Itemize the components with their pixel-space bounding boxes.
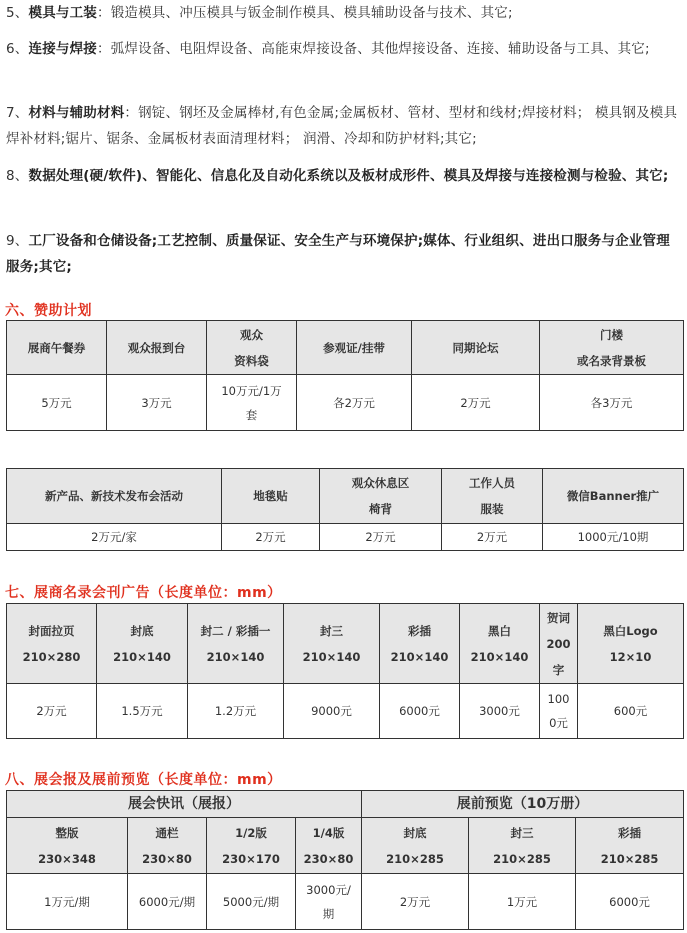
header-cell-text: 封二 / 彩插一 — [200, 623, 271, 638]
category-item — [6, 36, 682, 62]
value-cell-text: 3000元 — [479, 704, 520, 718]
table-row — [7, 684, 684, 739]
value-cell-text: 2万元 — [255, 530, 286, 544]
header-cell — [7, 321, 107, 375]
header-cell — [362, 818, 469, 874]
value-cell — [7, 375, 107, 431]
value-cell-text: 2万元/家 — [91, 530, 137, 544]
header-cell-text: 210×140 — [206, 649, 265, 664]
item-title: 连接与焊接 — [28, 41, 97, 57]
table-row — [7, 791, 684, 818]
item-title: 模具与工装 — [28, 5, 97, 21]
value-cell — [576, 874, 684, 930]
group-header-cell-text: 展前预览（10万册） — [456, 796, 589, 812]
value-cell-text: 6000元/期 — [138, 894, 196, 909]
value-cell-text: 1.2万元 — [214, 704, 257, 718]
header-cell-text: 门楼 — [600, 327, 623, 342]
header-cell — [380, 604, 460, 684]
group-header-cell-text: 展会快讯（展报） — [128, 796, 240, 812]
header-cell-text: 200 — [546, 636, 571, 651]
value-cell — [578, 684, 684, 739]
header-cell-text: 1/4版 — [312, 825, 345, 840]
value-cell — [284, 684, 380, 739]
value-cell — [412, 375, 540, 431]
value-cell-text: 5万元 — [41, 395, 72, 410]
group-header-cell — [362, 791, 684, 818]
value-cell-text: 0元 — [549, 716, 568, 730]
value-cell-text: 6000元 — [399, 704, 440, 718]
value-cell-text: 3000元/ — [306, 882, 351, 897]
value-cell — [442, 524, 543, 551]
header-cell-text: 230×170 — [222, 851, 280, 866]
item-separator: ： — [97, 5, 111, 21]
value-cell — [297, 375, 412, 431]
value-cell-text: 10万元/1万 — [221, 383, 282, 398]
value-cell — [543, 524, 684, 551]
header-cell — [442, 469, 543, 524]
header-cell-text: 资料袋 — [234, 353, 269, 368]
header-cell-text: 服装 — [480, 502, 504, 516]
value-cell-text: 2万元 — [365, 530, 396, 544]
header-cell-text: 彩插 — [618, 825, 642, 840]
header-cell-text: 微信Banner推广 — [566, 489, 660, 503]
item-separator: ： — [97, 41, 111, 57]
table-row — [7, 874, 684, 930]
item-text: 弧焊设备、电阻焊设备、高能束焊接设备、其他焊接设备、连接、辅助设备与工具、其它; — [110, 41, 650, 57]
header-cell — [576, 818, 684, 874]
item-text: 钢锭、钢坯及金属棒材,有色金属;金属板材、管材、型材和线材;焊接材料； 模具钢及模具焊补材料;锯片、锯条、金属板材表面清理材料； 润滑、冷却和防护材料;其它; — [6, 105, 678, 147]
header-cell — [320, 469, 442, 524]
group-header-cell — [7, 791, 362, 818]
value-cell — [540, 684, 578, 739]
header-cell — [412, 321, 540, 375]
header-cell-text: 椅背 — [369, 502, 392, 516]
value-cell-text: 100 — [547, 692, 570, 706]
value-cell-text: 1000元/10期 — [577, 530, 649, 544]
value-cell — [107, 375, 207, 431]
value-cell — [128, 874, 207, 930]
item-number: 7、 — [6, 105, 29, 121]
item-number: 8、 — [6, 168, 29, 184]
value-cell — [320, 524, 442, 551]
header-cell — [128, 818, 207, 874]
value-cell — [188, 684, 284, 739]
value-cell — [469, 874, 576, 930]
value-cell — [207, 375, 297, 431]
header-cell-text: 黑白Logo — [603, 623, 658, 638]
value-cell — [380, 684, 460, 739]
value-cell — [460, 684, 540, 739]
header-cell-text: 字 — [552, 662, 565, 677]
header-cell-text: 210×285 — [600, 851, 659, 866]
header-cell-text: 展商午餐券 — [27, 340, 86, 355]
header-cell-text: 210×140 — [390, 649, 449, 664]
table-row — [7, 524, 684, 551]
table-row — [7, 321, 684, 375]
header-cell-text: 观众 — [240, 327, 263, 342]
value-cell-text: 1万元 — [506, 894, 538, 909]
header-cell — [578, 604, 684, 684]
header-cell-text: 12×10 — [609, 649, 652, 664]
header-cell-text: 通栏 — [155, 825, 179, 840]
value-cell — [362, 874, 469, 930]
header-cell — [460, 604, 540, 684]
value-cell — [7, 874, 128, 930]
header-cell — [222, 469, 320, 524]
header-cell — [107, 321, 207, 375]
header-cell-text: 230×80 — [303, 851, 354, 866]
header-cell-text: 210×140 — [302, 649, 361, 664]
table-row — [7, 604, 684, 684]
section-6-title: 六、赞助计划 — [5, 303, 92, 319]
table-row — [7, 469, 684, 524]
header-cell — [97, 604, 188, 684]
header-cell-text: 封三 — [320, 623, 343, 638]
header-cell — [7, 604, 97, 684]
header-cell-text: 参观证/挂带 — [323, 340, 385, 355]
header-cell-text: 贺词 — [547, 610, 570, 625]
table-row — [7, 375, 684, 431]
header-cell — [297, 321, 412, 375]
item-number: 5、 — [6, 5, 29, 21]
catalog-ad-table — [6, 603, 684, 739]
header-cell-text: 彩插 — [408, 623, 431, 638]
header-cell-text: 210×140 — [113, 649, 171, 664]
category-item — [6, 228, 682, 280]
header-cell — [188, 604, 284, 684]
value-cell-text: 1万元/期 — [44, 894, 90, 909]
item-number: 6、 — [6, 41, 29, 57]
header-cell — [540, 604, 578, 684]
item-title: 工厂设备和仓储设备;工艺控制、质量保证、安全生产与环境保护;媒体、行业组织、进出口服务与企业管理服务;其它; — [6, 233, 670, 275]
value-cell-text: 各2万元 — [333, 395, 375, 410]
header-cell-text: 观众报到台 — [127, 340, 186, 355]
header-cell-text: 210×140 — [470, 649, 529, 664]
header-cell-text: 210×280 — [22, 649, 81, 664]
show-daily-table — [6, 790, 684, 930]
category-item — [6, 0, 682, 26]
value-cell-text: 2万元 — [460, 395, 491, 410]
header-cell — [296, 818, 362, 874]
value-cell — [207, 874, 296, 930]
header-cell — [207, 818, 296, 874]
header-cell — [207, 321, 297, 375]
header-cell-text: 210×285 — [386, 851, 444, 866]
section-7-title: 七、展商名录会刊广告（长度单位：mm） — [5, 585, 282, 601]
item-title: 材料与辅助材料 — [28, 105, 125, 121]
value-cell-text: 1.5万元 — [121, 704, 163, 718]
header-cell-text: 工作人员 — [469, 476, 515, 490]
item-separator: ： — [124, 105, 139, 121]
value-cell — [540, 375, 684, 431]
header-cell — [543, 469, 684, 524]
value-cell-text: 9000元 — [311, 704, 352, 718]
table-row — [7, 818, 684, 874]
value-cell — [97, 684, 188, 739]
value-cell-text: 2万元 — [476, 530, 508, 544]
header-cell-text: 封三 — [510, 825, 534, 840]
sponsor-table-1 — [6, 320, 684, 431]
item-text: 锻造模具、冲压模具与钣金制作模具、模具辅助设备与技术、其它; — [110, 5, 513, 21]
item-title: 数据处理(硬/软件)、智能化、信息化及自动化系统以及板材成形件、模具及焊接与连接检测与检验、其它; — [28, 168, 669, 184]
item-number: 9、 — [6, 233, 29, 249]
header-cell-text: 整版 — [55, 825, 79, 840]
header-cell — [7, 469, 222, 524]
value-cell — [222, 524, 320, 551]
header-cell — [469, 818, 576, 874]
header-cell-text: 封面拉页 — [28, 623, 75, 638]
header-cell-text: 封底 — [403, 825, 427, 840]
value-cell-text: 期 — [322, 906, 335, 921]
section-8-title: 八、展会报及展前预览（长度单位：mm） — [5, 772, 282, 788]
header-cell-text: 封底 — [130, 623, 154, 638]
header-cell-text: 新产品、新技术发布会活动 — [45, 489, 183, 503]
value-cell-text: 2万元 — [399, 894, 431, 909]
header-cell-text: 黑白 — [488, 623, 511, 638]
value-cell-text: 5000元/期 — [222, 894, 280, 909]
value-cell-text: 2万元 — [36, 704, 67, 718]
header-cell-text: 同期论坛 — [452, 340, 499, 355]
header-cell-text: 230×80 — [142, 851, 192, 866]
value-cell — [7, 684, 97, 739]
header-cell — [7, 818, 128, 874]
value-cell-text: 3万元 — [141, 395, 172, 410]
header-cell-text: 观众休息区 — [351, 476, 410, 490]
header-cell-text: 或名录背景板 — [577, 353, 646, 368]
category-item — [6, 100, 682, 152]
header-cell — [284, 604, 380, 684]
value-cell — [7, 524, 222, 551]
header-cell-text: 230×348 — [38, 851, 96, 866]
header-cell-text: 210×285 — [493, 851, 551, 866]
category-item — [6, 163, 682, 189]
value-cell-text: 600元 — [613, 704, 648, 718]
value-cell — [296, 874, 362, 930]
header-cell-text: 地毯贴 — [253, 489, 288, 503]
sponsor-table-2 — [6, 468, 684, 551]
value-cell-text: 6000元 — [609, 894, 650, 909]
header-cell-text: 1/2版 — [235, 825, 267, 840]
value-cell-text: 套 — [245, 407, 258, 422]
header-cell — [540, 321, 684, 375]
value-cell-text: 各3万元 — [590, 395, 633, 410]
